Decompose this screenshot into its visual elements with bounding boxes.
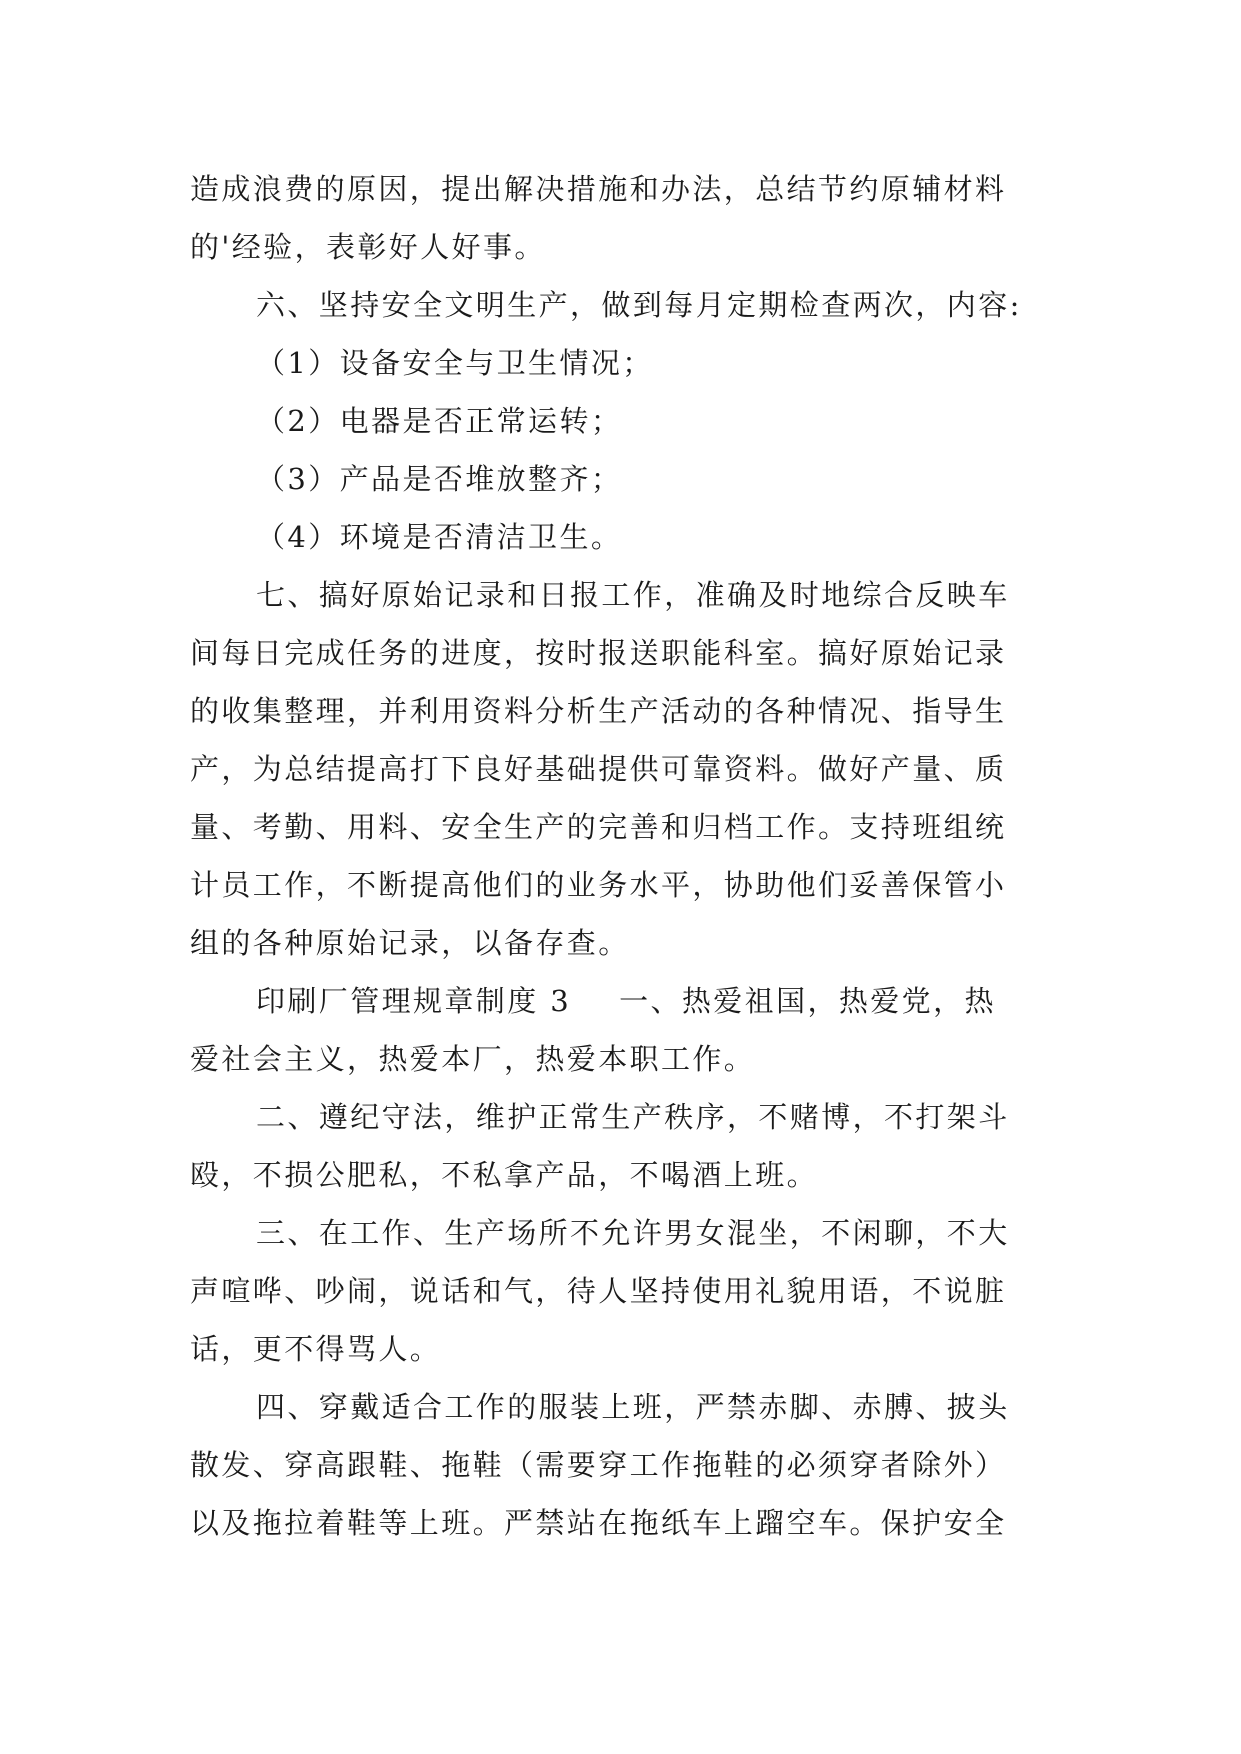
text-line: 造成浪费的原因，提出解决措施和办法，总结节约原辅材料 [190, 172, 1007, 206]
text-line: 七、搞好原始记录和日报工作，准确及时地综合反映车 [256, 578, 1010, 612]
text-line: （4）环境是否清洁卫生。 [256, 520, 623, 554]
text-line: 产，为总结提高打下良好基础提供可靠资料。做好产量、质 [190, 752, 1007, 786]
text-line: 的收集整理，并利用资料分析生产活动的各种情况、指导生 [190, 694, 1007, 728]
text-line: （1）设备安全与卫生情况； [256, 346, 654, 380]
text-line: 散发、穿高跟鞋、拖鞋（需要穿工作拖鞋的必须穿者除外） [190, 1448, 1007, 1482]
text-line: 话，更不得骂人。 [190, 1332, 442, 1366]
text-line: 二、遵纪守法，维护正常生产秩序，不赌博，不打架斗 [256, 1100, 1010, 1134]
text-line: 组的各种原始记录，以备存查。 [190, 926, 630, 960]
text-line: 三、在工作、生产场所不允许男女混坐，不闲聊，不大 [256, 1216, 1010, 1250]
text-line [190, 972, 1050, 1030]
text-line: 六、坚持安全文明生产，做到每月定期检查两次，内容: [256, 288, 1022, 322]
text-line: （3）产品是否堆放整齐； [256, 462, 623, 496]
section-heading: 印刷厂管理规章制度 3 [256, 984, 572, 1018]
text-line: 间每日完成任务的进度，按时报送职能科室。搞好原始记录 [190, 636, 1007, 670]
text-line: 计员工作，不断提高他们的业务水平，协助他们妥善保管小 [190, 868, 1007, 902]
text-line: 量、考勤、用料、安全生产的完善和归档工作。支持班组统 [190, 810, 1007, 844]
text-line: （2）电器是否正常运转； [256, 404, 623, 438]
text-line: 爱社会主义，热爱本厂，热爱本职工作。 [190, 1042, 756, 1076]
text-line: 声喧哗、吵闹，说话和气，待人坚持使用礼貌用语，不说脏 [190, 1274, 1007, 1308]
document-body [190, 160, 1050, 1552]
text-line: 以及拖拉着鞋等上班。严禁站在拖纸车上蹓空车。保护安全 [190, 1506, 1007, 1540]
text-line: 四、穿戴适合工作的服装上班，严禁赤脚、赤膊、披头 [256, 1390, 1010, 1424]
text-line: 的'经验，表彰好人好事。 [190, 230, 546, 264]
text-segment: 一、热爱祖国，热爱党，热 [619, 984, 996, 1018]
text-line: 殴，不损公肥私，不私拿产品，不喝酒上班。 [190, 1158, 819, 1192]
